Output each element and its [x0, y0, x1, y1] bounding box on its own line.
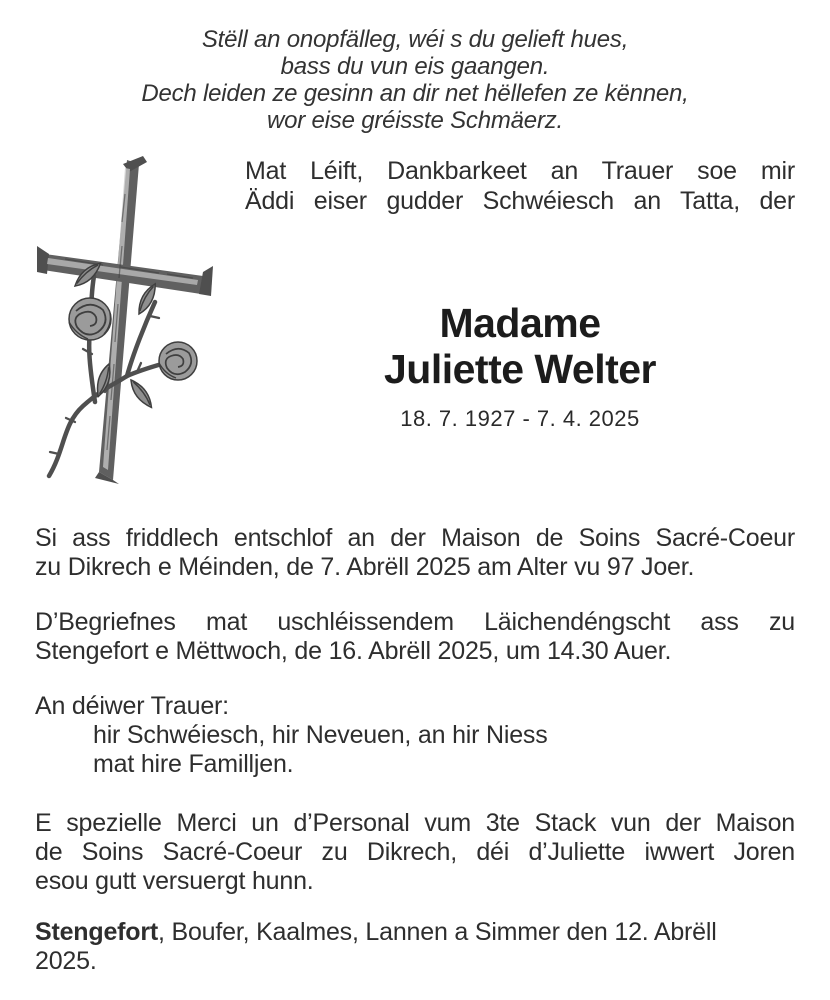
thanks-line-3: esou gutt versuergt hunn. [35, 867, 314, 895]
death-notice-line-1: Si ass friddlech entschlof an der Maison de Soins Sacré-Coeur [35, 524, 795, 552]
poem-line-4: wor eise gréisste Schmäerz. [266, 107, 564, 134]
funeral-paragraph [35, 608, 795, 666]
death-notice-line-2: zu Dikrech e Méinden, de 7. Abrëll 2025 am Alter vu 97 Joer. [35, 553, 695, 581]
poem-line-1: Stëll an onopfälleg, wéi s du gelieft hues, [201, 26, 629, 53]
thanks-paragraph [35, 809, 795, 896]
mourning-section [35, 692, 795, 779]
thanks-line-2: de Soins Sacré-Coeur zu Dikrech, déi d’Juliette iwwert Joren [35, 838, 795, 866]
cross-with-roses-svg [35, 154, 215, 484]
closing-rest: , Boufer, Kaalmes, Lannen a Simmer den 12. Abrëll [158, 918, 717, 946]
poem-line-2: bass du vun eis gaangen. [280, 53, 550, 80]
poem-line-3: Dech leiden ze gesinn an dir net hëllefen ze kënnen, [141, 80, 689, 107]
mourning-heading: An déiwer Trauer: [35, 692, 229, 720]
closing-first-line [35, 918, 795, 947]
death-notice-paragraph [35, 524, 795, 582]
deceased-name: Juliette Welter [384, 346, 656, 392]
cross-with-roses-icon [35, 154, 215, 484]
closing-second-line: 2025. [35, 947, 97, 975]
epigraph-poem [35, 26, 795, 134]
intro-line-2: Äddi eiser gudder Schwéiesch an Tatta, der [245, 187, 795, 215]
intro-and-name-column [215, 154, 795, 484]
thanks-line-1: E spezielle Merci un d’Personal vum 3te Stack vun der Maison [35, 809, 795, 837]
intro-line-1: Mat Léift, Dankbarkeet an Trauer soe mir [245, 157, 795, 185]
deceased-name-block [245, 300, 795, 432]
mourning-line-1: hir Schwéiesch, hir Neveuen, an hir Niess [93, 721, 548, 749]
funeral-line-1: D’Begriefnes mat uschléissendem Läichendéngscht ass zu [35, 608, 795, 636]
funeral-line-2: Stengefort e Mëttwoch, de 16. Abrëll 2025, um 14.30 Auer. [35, 637, 672, 665]
illustration-and-intro-row [35, 154, 795, 484]
closing-line [35, 918, 795, 976]
deceased-dates: 18. 7. 1927 - 7. 4. 2025 [400, 406, 640, 431]
deceased-title: Madame [439, 300, 601, 346]
intro-paragraph [245, 156, 795, 216]
mourning-line-2: mat hire Familljen. [93, 750, 294, 778]
closing-place: Stengefort [35, 918, 159, 946]
